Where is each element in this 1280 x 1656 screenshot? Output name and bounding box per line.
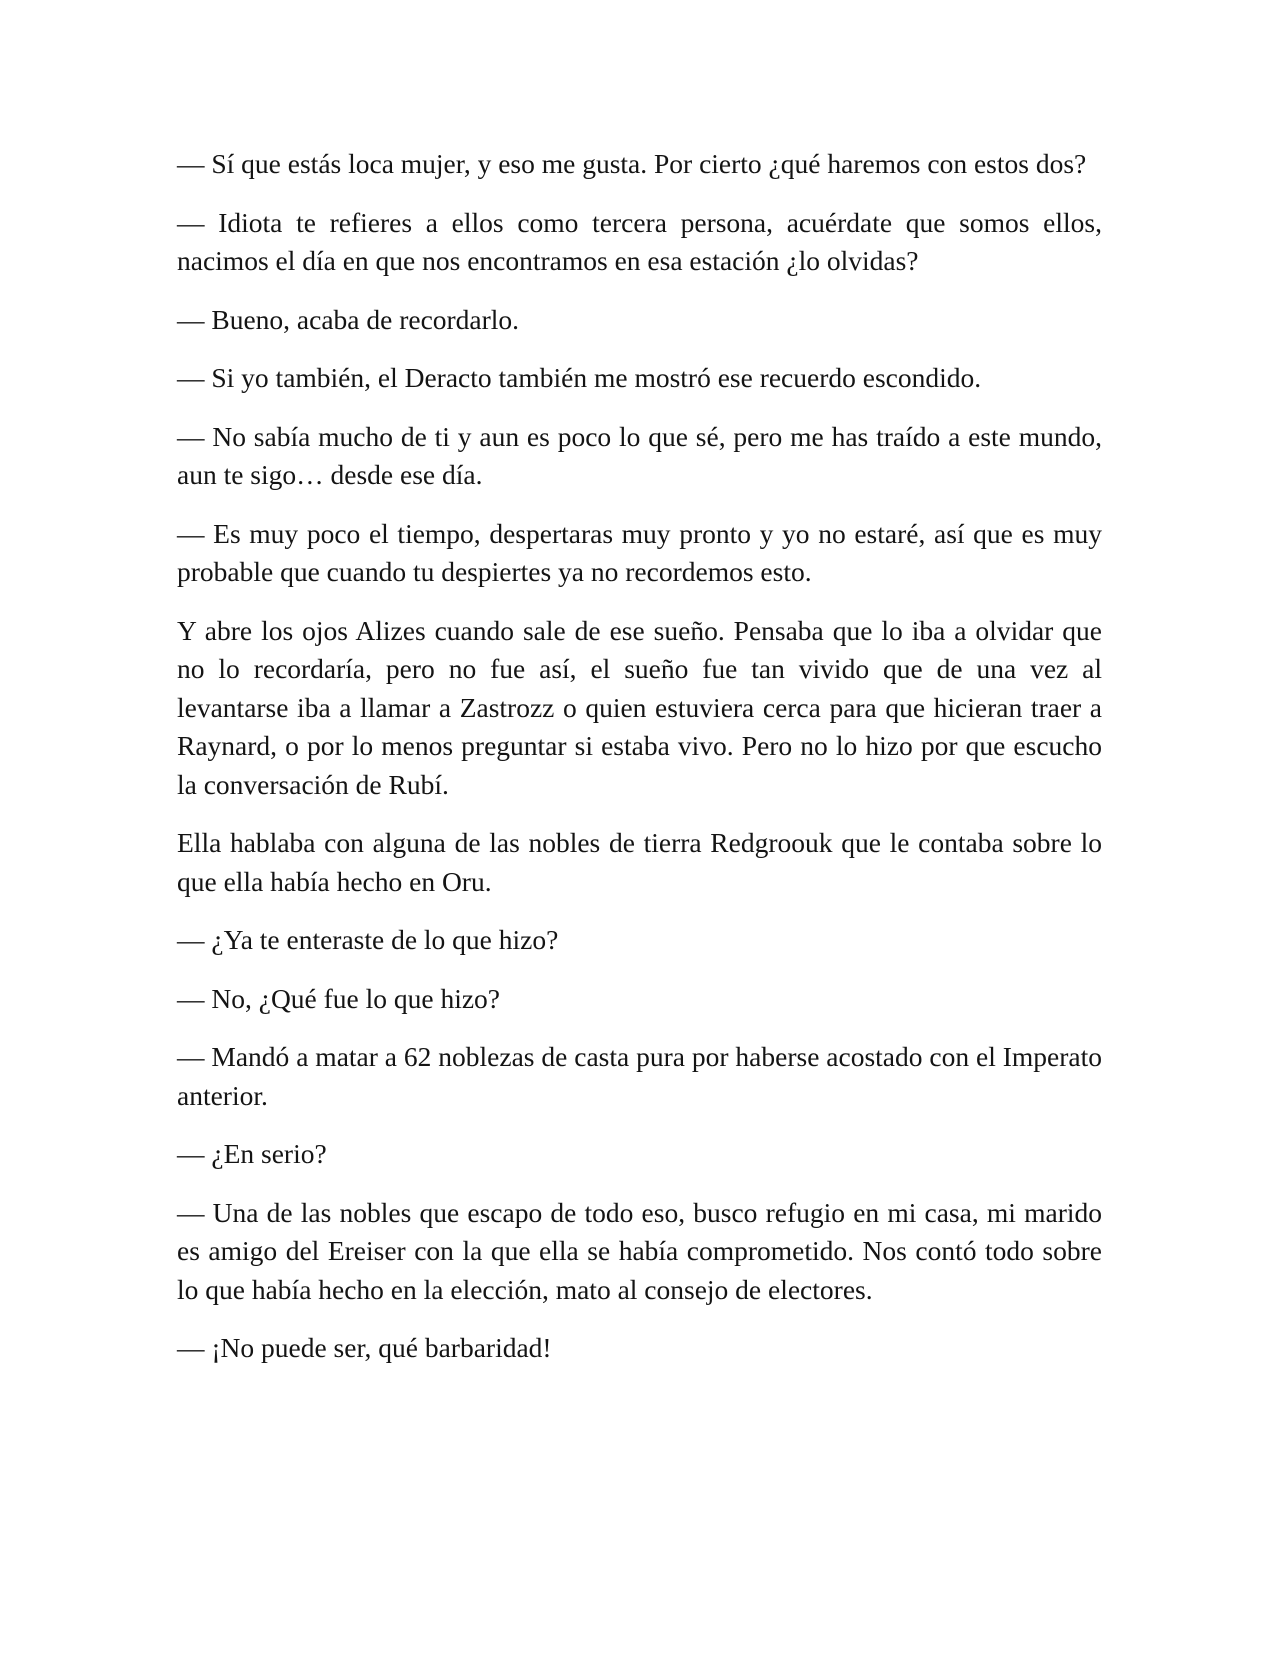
dialogue-paragraph: — Mandó a matar a 62 noblezas de casta pura por haberse acostado con el Imperato anterior. [177,1041,1102,1111]
dialogue-paragraph: — No sabía mucho de ti y aun es poco lo que sé, pero me has traído a este mundo, aun te sigo… desde ese día. [177,420,1102,490]
dialogue-paragraph: — ¿En serio? [177,1138,327,1169]
dialogue-paragraph: — Una de las nobles que escapo de todo eso, busco refugio en mi casa, mi marido es amigo del Ereiser con la que ella se había comprometido. Nos contó todo sobre lo que había hecho en la elección, mato al consejo de electores. [177,1196,1102,1305]
dialogue-paragraph: — No, ¿Qué fue lo que hizo? [177,982,501,1014]
dialogue-paragraph: — ¡No puede ser, qué barbaridad! [177,1332,552,1363]
narrative-paragraph: Y abre los ojos Alizes cuando sale de ese sueño. Pensaba que lo iba a olvidar que no lo recordaría, pero no fue así, el sueño fue tan vivido que de una vez al levantarse iba a llamar a Zastrozz o quien estuviera cerca para que hicieran traer a Raynard, o por lo menos preguntar si estaba vivo. Pero no lo hizo por que escucho la conversación de Rubí. [177,614,1102,800]
dialogue-paragraph: — Bueno, acaba de recordarlo. [177,303,520,335]
dialogue-paragraph: — Idiota te refieres a ellos como tercera persona, acuérdate que somos ellos, nacimos el día en que nos encontramos en esa estación ¿lo olvidas? [177,206,1102,276]
narrative-paragraph: Ella hablaba con alguna de las nobles de tierra Redgroouk que le contaba sobre lo que ella había hecho en Oru. [177,827,1102,897]
dialogue-paragraph: — Si yo también, el Deracto también me mostró ese recuerdo escondido. [177,362,982,393]
document-page [177,145,1102,1388]
dialogue-paragraph: — Es muy poco el tiempo, despertaras muy pronto y yo no estaré, así que es muy probable que cuando tu despiertes ya no recordemos esto. [177,517,1102,587]
dialogue-paragraph: — Sí que estás loca mujer, y eso me gusta. Por cierto ¿qué haremos con estos dos? [177,148,1087,179]
dialogue-paragraph: — ¿Ya te enteraste de lo que hizo? [177,924,559,955]
